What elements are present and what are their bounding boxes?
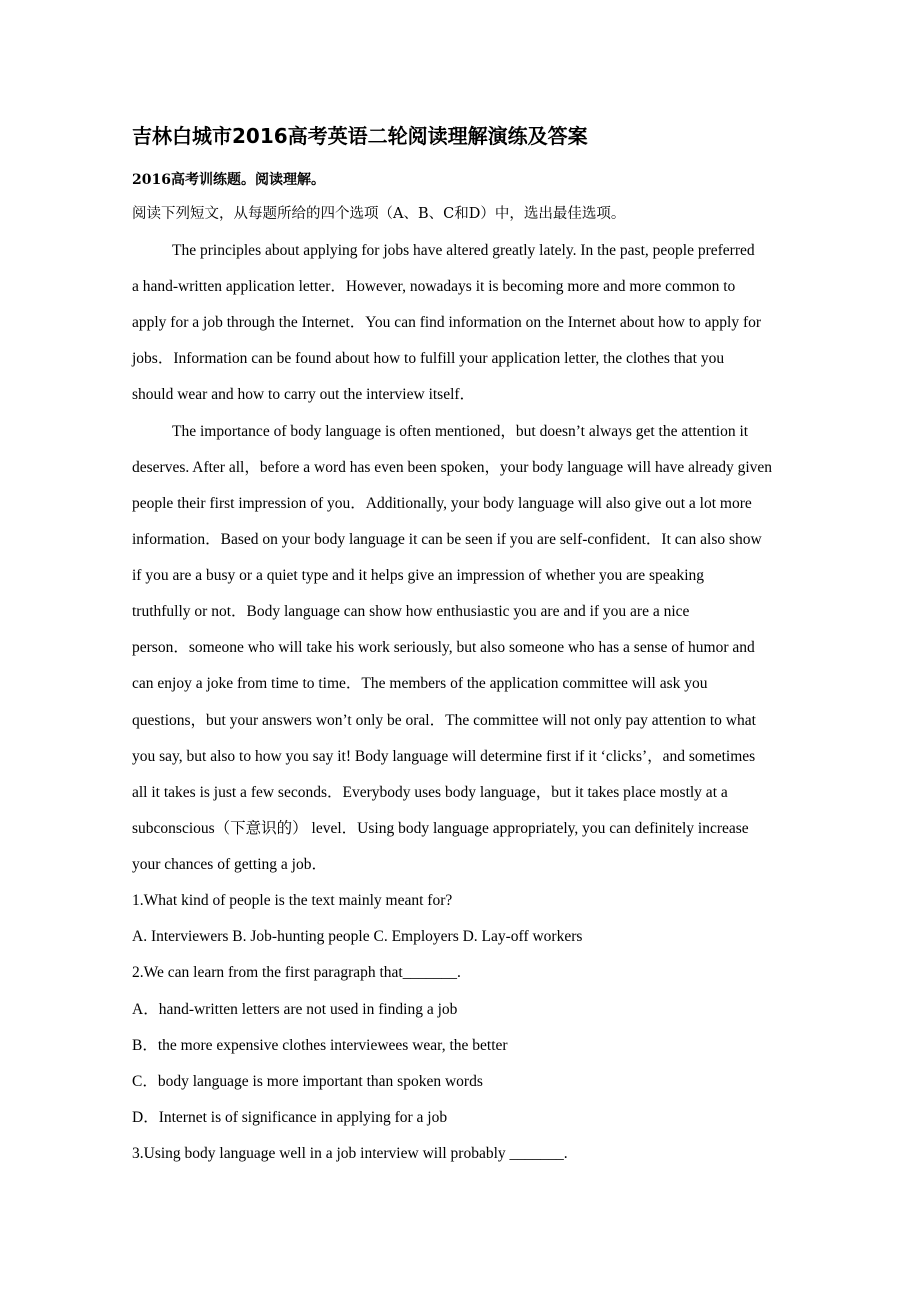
- passage-line: a hand-written application letter．However, nowadays it is becoming more and more common to: [132, 278, 736, 295]
- passage-line: your chances of getting a job．: [132, 856, 327, 873]
- question-2-option-b: B．the more expensive clothes interviewees wear, the better: [132, 1037, 508, 1054]
- question-2-option-d: D．Internet is of significance in applying for a job: [132, 1109, 448, 1126]
- passage-line: you say, but also to how you say it! Body language will determine first if it ‘clicks’，and sometimes: [132, 748, 756, 765]
- question-2-option-c: C．body language is more important than spoken words: [132, 1073, 483, 1090]
- passage-line: people their first impression of you．Additionally, your body language will also give out a lot more: [132, 495, 752, 512]
- passage-line: The principles about applying for jobs have altered greatly lately. In the past, people preferred: [172, 242, 755, 259]
- passage-line: truthfully or not．Body language can show how enthusiastic you are and if you are a nice: [132, 603, 690, 620]
- passage-line: questions，but your answers won’t only be oral．The committee will not only pay attention to what: [132, 712, 756, 729]
- passage-line: jobs．Information can be found about how to fulfill your application letter, the clothes that you: [132, 350, 725, 367]
- document-title: 吉林白城市2016高考英语二轮阅读理解演练及答案: [132, 124, 588, 148]
- question-2-option-a: A．hand-written letters are not used in finding a job: [132, 1001, 458, 1018]
- passage-line: subconscious（下意识的） level．Using body language appropriately, you can definitely increase: [132, 820, 749, 837]
- question-1: 1.What kind of people is the text mainly meant for?: [132, 892, 453, 909]
- passage-line: if you are a busy or a quiet type and it helps give an impression of whether you are speaking: [132, 567, 705, 584]
- passage-line: all it takes is just a few seconds．Everybody uses body language，but it takes place mostly at a: [132, 784, 728, 801]
- passage-line: deserves. After all，before a word has even been spoken，your body language will have already given: [132, 459, 773, 476]
- question-3: 3.Using body language well in a job interview will probably _______.: [132, 1145, 568, 1162]
- passage-line: should wear and how to carry out the interview itself．: [132, 386, 476, 403]
- instructions-text: 阅读下列短文，从每题所给的四个选项（A、B、C和D）中，选出最佳选项。: [132, 206, 626, 222]
- passage-line: apply for a job through the Internet．You can find information on the Internet about how to apply for: [132, 314, 762, 331]
- passage-line: person．someone who will take his work seriously, but also someone who has a sense of humor and: [132, 639, 755, 656]
- question-2: 2.We can learn from the first paragraph that_______.: [132, 964, 461, 981]
- passage-line: information．Based on your body language it can be seen if you are self-confident．It can also show: [132, 531, 762, 548]
- passage-line: can enjoy a joke from time to time．The members of the application committee will ask you: [132, 675, 708, 692]
- passage-line: The importance of body language is often mentioned，but doesn’t always get the attention it: [172, 423, 749, 440]
- question-1-options: A. Interviewers B. Job-hunting people C. Employers D. Lay-off workers: [132, 928, 583, 945]
- document-subtitle: 2016高考训练题。阅读理解。: [132, 172, 325, 188]
